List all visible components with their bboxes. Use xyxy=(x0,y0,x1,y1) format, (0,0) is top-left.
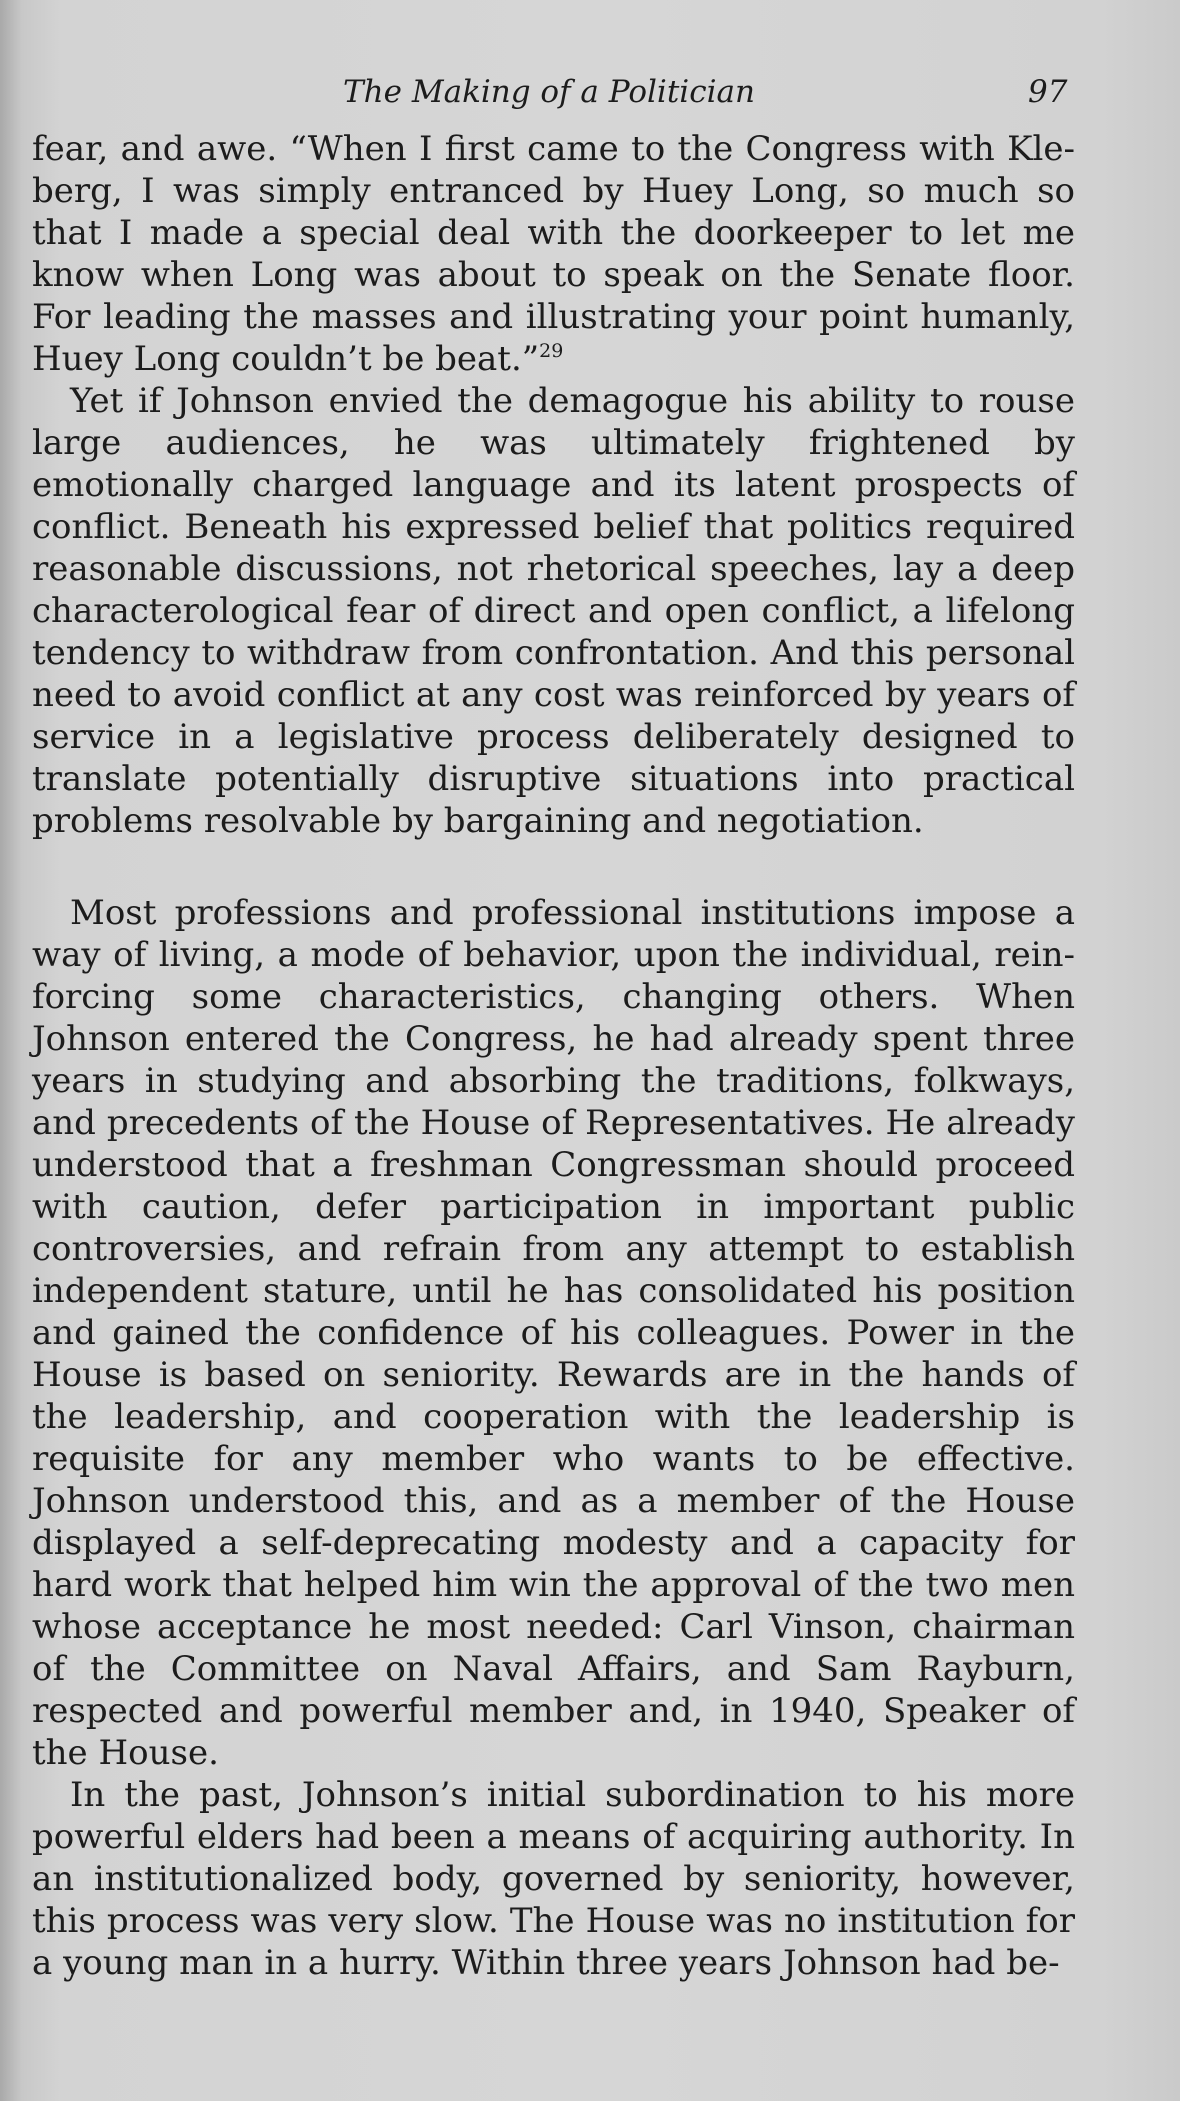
page-number: 97 xyxy=(1028,74,1068,110)
running-title: The Making of a Politician xyxy=(343,74,755,110)
paragraph-3: Most professions and professional institutions impose a way of living, a mode of behavior, upon the individual, reinforcing some characteristics, changing others. When Johnson entered the Congress, he had already spent three years in studying and absorbing the traditions, folkways, and precedents of the House of Representatives. He already understood that a freshman Congressman should proceed with caution, defer participation in important public controversies, and refrain from any attempt to establish independent stature, until he has consolidated his position and gained the confidence of his colleagues. Power in the House is based on seniority. Rewards are in the hands of the leadership, and cooperation with the leadership is requisite for any member who wants to be effective. Johnson understood this, and as a member of the House displayed a self-deprecating modesty and a capacity for hard work that helped him win the approval of the two men whose acceptance he most needed: Carl Vinson, chairman of the Committee on Naval Affairs, and Sam Rayburn, respected and powerful member and, in 1940, Speaker of the House. xyxy=(32,893,1075,1773)
body-text xyxy=(32,128,1075,1984)
running-head xyxy=(0,72,1180,122)
paragraph-1 xyxy=(32,128,1075,380)
paragraph-1-text: fear, and awe. “When I first came to the Congress with Kleberg, I was simply entranced by Huey Long, so much so that I made a special deal with the doorkeeper to let me know when Long was about to speak on the Senate floor. For leading the masses and illustrating your point humanly, Huey Long couldn’t be beat.” xyxy=(32,129,1075,379)
paragraph-2: Yet if Johnson envied the demagogue his ability to rouse large audiences, he was ultimately frightened by emotionally charged language and its latent prospects of conflict. Beneath his expressed belief that politics required reasonable discussions, not rhetorical speeches, lay a deep characterological fear of direct and open conflict, a lifelong tendency to withdraw from confrontation. And this personal need to avoid conflict at any cost was reinforced by years of service in a legislative process deliberately designed to translate potentially disruptive situations into practical problems resolvable by bargaining and negotiation. xyxy=(32,381,1075,841)
footnote-marker: 29 xyxy=(539,340,564,362)
paragraph-4: In the past, Johnson’s initial subordination to his more powerful elders had been a means of acquiring authority. In an institutionalized body, governed by seniority, however, this process was very slow. The House was no institution for a young man in a hurry. Within three years Johnson had be- xyxy=(32,1775,1075,1983)
